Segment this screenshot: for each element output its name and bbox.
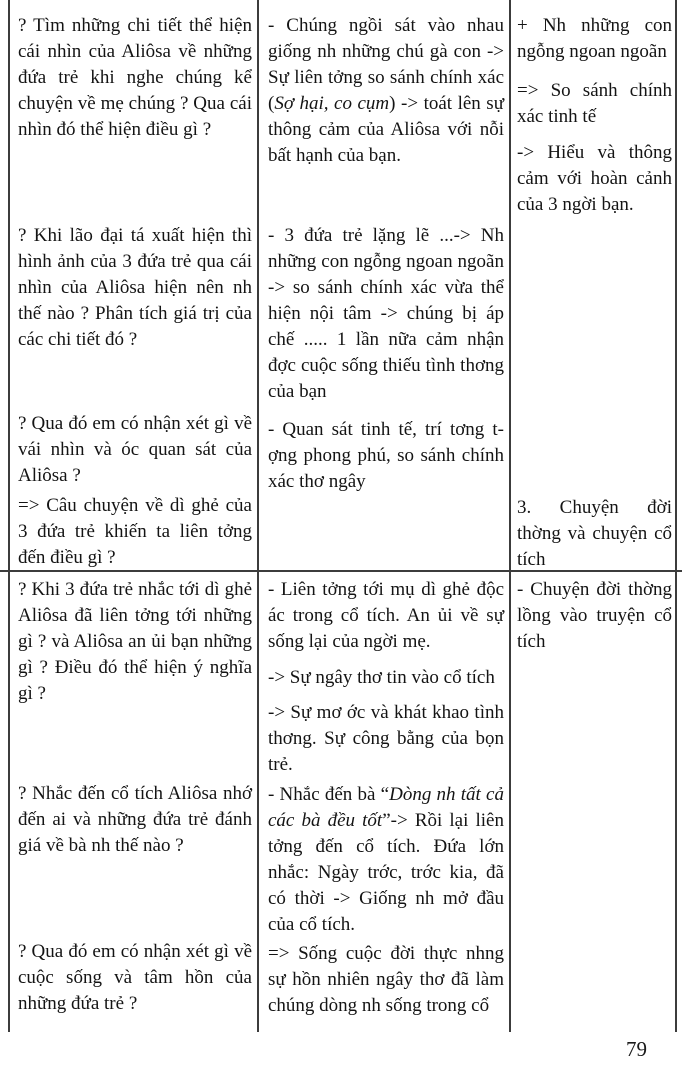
answer-text: ”-> Rồi lại liên tởng đến cổ tích. Đứa lớn nhắc: Ngày trớc, trớc kia, đã có thời -> Giống nh mở đầu của cổ tích. bbox=[268, 810, 504, 935]
answer-text-italic: Dòng nh tất cả các bà đều tốt bbox=[268, 784, 504, 831]
cell-questions-row1 bbox=[18, 13, 252, 571]
note-paragraph: + Nh những con ngỗng ngoan ngoãn bbox=[517, 15, 672, 62]
note-paragraph: => So sánh chính xác tinh tế bbox=[517, 80, 672, 127]
page-number: 79 bbox=[626, 1037, 647, 1061]
answer-paragraph bbox=[268, 13, 504, 169]
answer-paragraph bbox=[268, 782, 504, 938]
table-border-left bbox=[8, 0, 10, 1032]
question-paragraph: ? Tìm những chi tiết thể hiện cái nhìn của Aliôsa về những đứa trẻ khi nghe chúng kể chuyện về mẹ chúng ? Qua cái nhìn đó thể hiện điều gì ? bbox=[18, 15, 252, 140]
question-paragraph: ? Khi lão đại tá xuất hiện thì hình ảnh của 3 đứa trẻ qua cái nhìn của Aliôsa hiện nên nh thế nào ? Phân tích giá trị của các chi tiết đó ? bbox=[18, 225, 252, 350]
answer-text: - Chúng ngồi sát vào nhau giống nh những chú gà con -> Sự liên tởng so sánh chính xác ( bbox=[268, 15, 504, 114]
answer-text: - Nhắc đến bà “ bbox=[268, 784, 390, 805]
cell-answers-row2 bbox=[268, 577, 504, 1019]
table-border-col2-col3 bbox=[509, 0, 511, 1032]
answer-paragraph: - Quan sát tinh tế, trí tơng t-ợng phong phú, so sánh chính xác thơ ngây bbox=[268, 419, 504, 492]
question-paragraph: ? Nhắc đến cổ tích Aliôsa nhớ đến ai và những đứa trẻ đánh giá về bà nh thế nào ? bbox=[18, 783, 252, 856]
answer-text-italic: Sợ hại, co cụm bbox=[274, 93, 390, 114]
answer-paragraph: - Liên tởng tới mụ dì ghẻ độc ác trong cổ tích. An ủi về sự sống lại của ngời mẹ. bbox=[268, 579, 504, 652]
answer-text: ) -> toát lên sự thông cảm của Aliôsa với nỗi bất hạnh của bạn. bbox=[268, 93, 505, 166]
answer-paragraph: -> Sự ngây thơ tin vào cổ tích bbox=[268, 667, 495, 688]
question-paragraph: ? Qua đó em có nhận xét gì về vái nhìn và óc quan sát của Aliôsa ? bbox=[18, 413, 252, 486]
question-paragraph: ? Khi 3 đứa trẻ nhắc tới dì ghẻ Aliôsa đã liên tởng tới những gì ? và Aliôsa an ủi bạn những gì ? Điều đó thể hiện ý nghĩa gì ? bbox=[18, 579, 252, 704]
section-heading: 3. Chuyện đời thờng và chuyện cổ tích bbox=[517, 497, 672, 570]
table-border-col1-col2 bbox=[257, 0, 259, 1032]
question-paragraph: ? Qua đó em có nhận xét gì về cuộc sống và tâm hồn của những đứa trẻ ? bbox=[18, 941, 252, 1014]
answer-paragraph: - 3 đứa trẻ lặng lẽ ...-> Nh những con ngỗng ngoan ngoãn -> so sánh chính xác vừa thể hiện nội tâm -> chúng bị áp chế ..... 1 lần nữa cảm nhận đợc cuộc sống thiếu tình thơng của bạn bbox=[268, 225, 504, 402]
note-paragraph: - Chuyện đời thờng lồng vào truyện cổ tích bbox=[517, 579, 672, 652]
cell-notes-row1 bbox=[517, 13, 672, 573]
table-border-right bbox=[675, 0, 677, 1032]
cell-notes-row2 bbox=[517, 577, 672, 655]
cell-answers-row1 bbox=[268, 13, 504, 495]
note-paragraph: -> Hiểu và thông cảm với hoàn cảnh của 3 ngời bạn. bbox=[517, 142, 672, 215]
answer-paragraph: => Sống cuộc đời thực nhng sự hồn nhiên ngây thơ đã làm chúng dòng nh sống trong cổ bbox=[268, 943, 504, 1016]
cell-questions-row2 bbox=[18, 577, 252, 1017]
answer-paragraph: -> Sự mơ ớc và khát khao tình thơng. Sự công bằng của bọn trẻ. bbox=[268, 702, 504, 775]
question-paragraph: => Câu chuyện về dì ghẻ của 3 đứa trẻ khiến ta liên tởng đến điều gì ? bbox=[18, 495, 252, 568]
